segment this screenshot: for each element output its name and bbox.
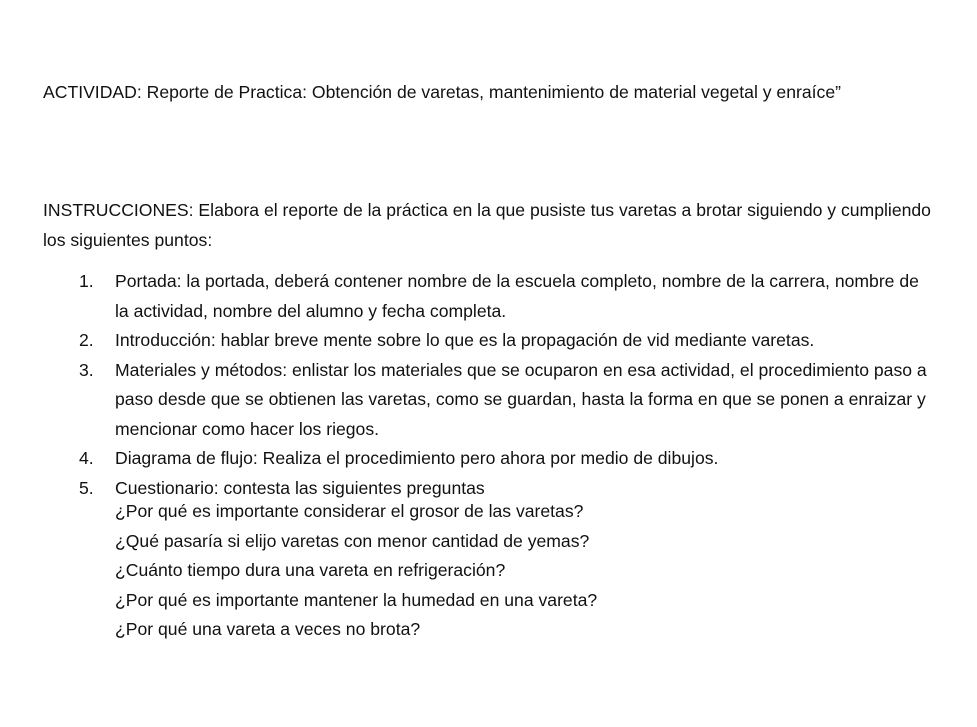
- list-item-number: 2.: [79, 330, 94, 350]
- list-item-text: Materiales y métodos: enlistar los materiales que se ocuparon en esa actividad, el procedimiento paso a paso desde que se obtienen las varetas, como se guardan, hasta la forma en que se ponen a enraizar y mencionar como hacer los riegos.: [115, 359, 927, 439]
- list-item-number: 3.: [79, 359, 94, 380]
- list-item-number: 5.: [79, 477, 94, 498]
- list-item: [0, 444, 935, 474]
- list-item-text: Portada: la portada, deberá contener nombre de la escuela completo, nombre de la carrera, nombre de la actividad, nombre del alumno y fecha completa.: [115, 271, 919, 321]
- list-item: [0, 356, 935, 445]
- question-item: ¿Por qué una vareta a veces no brota?: [115, 619, 421, 639]
- list-item-text: Diagrama de flujo: Realiza el procedimiento pero ahora por medio de dibujos.: [115, 448, 719, 468]
- list-item: [0, 267, 935, 326]
- question-item: ¿Cuánto tiempo dura una vareta en refrigeración?: [115, 560, 506, 580]
- list-item: [0, 326, 935, 356]
- instructions-paragraph: INSTRUCCIONES: Elabora el reporte de la práctica en la que pusiste tus varetas a brotar siguiendo y cumpliendo los siguientes puntos:: [43, 200, 931, 250]
- questions-list: [115, 497, 597, 645]
- question-item: ¿Por qué es importante considerar el grosor de las varetas?: [115, 501, 584, 521]
- list-item-text: Cuestionario: contesta las siguientes preguntas: [115, 477, 485, 498]
- activity-title: ACTIVIDAD: Reporte de Practica: Obtención de varetas, mantenimiento de material vegetal y enraíce”: [43, 82, 841, 102]
- list-item-number: 4.: [79, 448, 94, 468]
- list-item-number: 1.: [79, 271, 94, 291]
- list-item-text: Introducción: hablar breve mente sobre lo que es la propagación de vid mediante varetas.: [115, 330, 815, 350]
- question-item: ¿Por qué es importante mantener la humedad en una vareta?: [115, 589, 598, 610]
- question-item: ¿Qué pasaría si elijo varetas con menor cantidad de yemas?: [115, 530, 590, 551]
- requirements-list: [0, 267, 977, 503]
